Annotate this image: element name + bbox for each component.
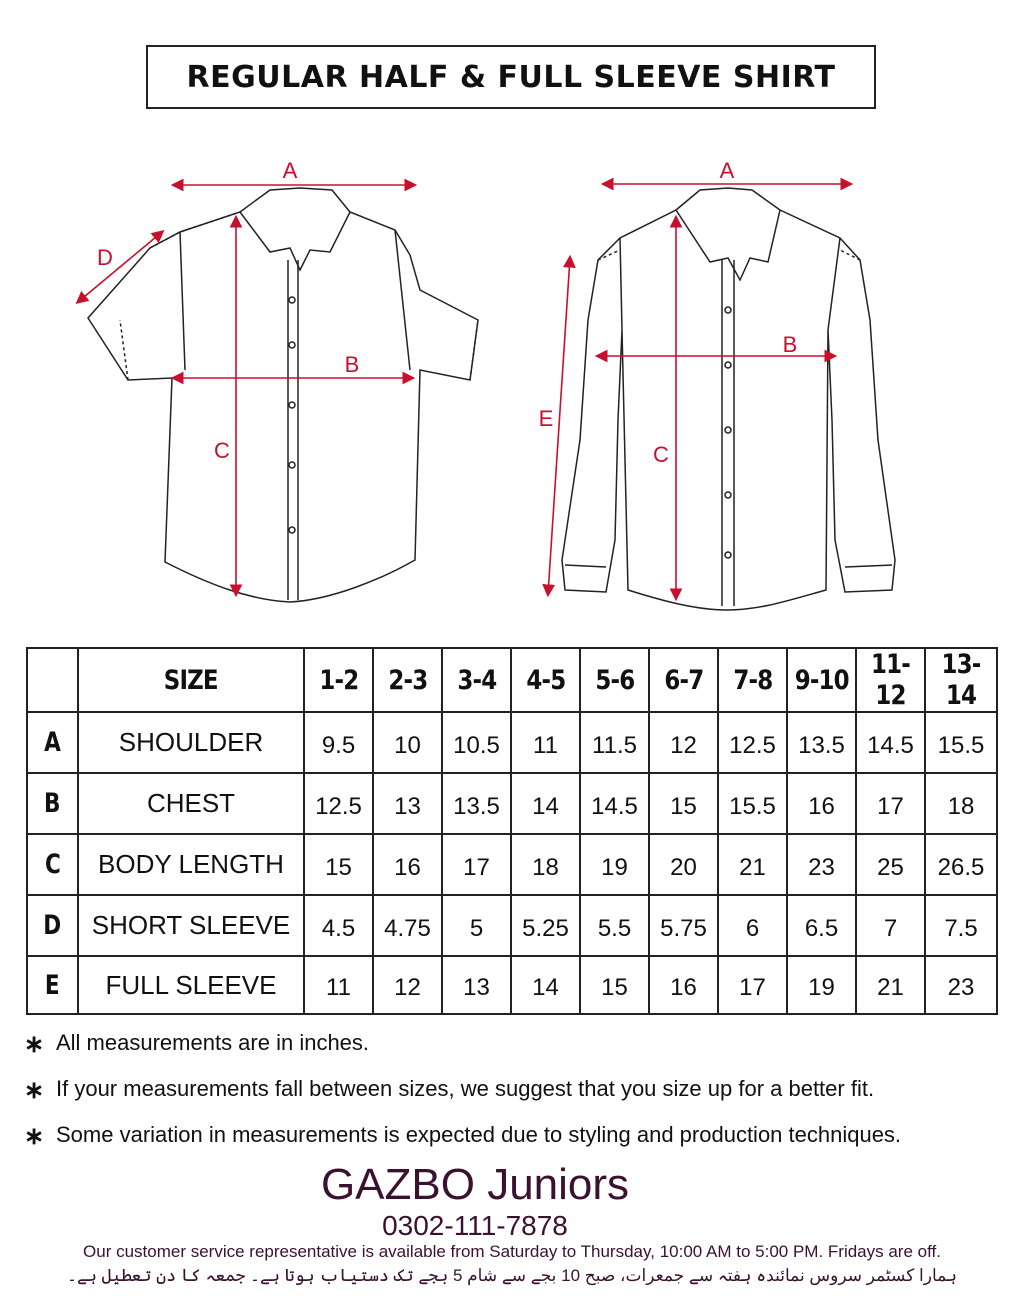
table-cell: 14 [511, 773, 580, 834]
size-column-header [580, 648, 649, 712]
table-cell: 5.5 [580, 895, 649, 956]
size-label: 2-3 [388, 664, 427, 696]
table-cell: 15 [304, 834, 373, 895]
table-cell: 11 [304, 956, 373, 1014]
table-cell: 4.5 [304, 895, 373, 956]
size-column-header [649, 648, 718, 712]
table-cell: 11.5 [580, 712, 649, 773]
table-cell: 10 [373, 712, 442, 773]
asterisk-icon: ∗ [24, 1031, 45, 1058]
row-key-cell [27, 712, 78, 773]
table-cell: 14 [511, 956, 580, 1014]
row-key: A [44, 727, 61, 758]
table-cell: 7.5 [925, 895, 997, 956]
size-column-header [511, 648, 580, 712]
size-column-header [304, 648, 373, 712]
asterisk-icon: ∗ [24, 1123, 45, 1150]
size-chart-table [26, 647, 998, 1015]
table-cell: 7 [856, 895, 925, 956]
half-label-b: B [344, 352, 360, 377]
table-cell: 13 [373, 773, 442, 834]
note-text: If your measurements fall between sizes, we suggest that you size up for a better fit. [56, 1076, 875, 1101]
row-key-cell [27, 956, 78, 1014]
size-label: 6-7 [664, 664, 703, 696]
table-cell: 13.5 [787, 712, 856, 773]
table-cell: 12.5 [718, 712, 787, 773]
row-key: E [45, 969, 60, 1001]
asterisk-icon: ∗ [24, 1077, 45, 1104]
row-label: BODY LENGTH [78, 834, 304, 895]
table-cell: 25 [856, 834, 925, 895]
table-cell: 13 [442, 956, 511, 1014]
corner-cell [27, 648, 78, 712]
size-column-header [442, 648, 511, 712]
table-cell: 14.5 [856, 712, 925, 773]
table-cell: 16 [373, 834, 442, 895]
note-item [24, 1030, 1014, 1076]
table-cell: 23 [925, 956, 997, 1014]
row-key: D [43, 910, 62, 941]
table-cell: 5.25 [511, 895, 580, 956]
table-cell: 14.5 [580, 773, 649, 834]
table-cell: 21 [718, 834, 787, 895]
row-label: FULL SLEEVE [78, 956, 304, 1014]
table-cell: 19 [787, 956, 856, 1014]
full-sleeve-shirt-drawing [562, 188, 895, 610]
size-label: 13-14 [941, 649, 981, 711]
size-label: 4-5 [526, 664, 565, 696]
note-text: All measurements are in inches. [56, 1030, 370, 1055]
size-label: 3-4 [457, 664, 496, 696]
notes-list [24, 1030, 1014, 1168]
size-label: 9-10 [794, 664, 849, 696]
brand-phone: 0302-111-7878 [382, 1210, 568, 1241]
table-cell: 6.5 [787, 895, 856, 956]
half-label-a: A [282, 158, 298, 183]
full-label-c: C [653, 442, 669, 467]
table-cell: 6 [718, 895, 787, 956]
table-cell: 26.5 [925, 834, 997, 895]
table-row-chest [27, 773, 997, 834]
half-label-d: D [97, 245, 113, 270]
table-cell: 11 [511, 712, 580, 773]
table-cell: 21 [856, 956, 925, 1014]
full-label-e: E [538, 406, 554, 431]
size-column-header [718, 648, 787, 712]
note-item [24, 1076, 1014, 1122]
row-label: SHOULDER [78, 712, 304, 773]
table-cell: 17 [856, 773, 925, 834]
size-column-header [787, 648, 856, 712]
table-cell: 12 [373, 956, 442, 1014]
table-cell: 15 [580, 956, 649, 1014]
brand-name: GAZBO Juniors [320, 1160, 630, 1209]
row-key-cell [27, 834, 78, 895]
table-cell: 15.5 [718, 773, 787, 834]
shirt-diagrams [0, 120, 1024, 620]
size-label: 5-6 [595, 664, 634, 696]
row-key: C [44, 849, 61, 880]
size-header: SIZE [163, 664, 218, 696]
row-key-cell [27, 895, 78, 956]
table-cell: 19 [580, 834, 649, 895]
size-column-header [925, 648, 997, 712]
row-label: CHEST [78, 773, 304, 834]
table-cell: 5.75 [649, 895, 718, 956]
table-header-row [27, 648, 997, 712]
table-row-shoulder [27, 712, 997, 773]
table-cell: 20 [649, 834, 718, 895]
half-sleeve-measure-arrows [78, 185, 414, 594]
size-header-cell [78, 648, 304, 712]
table-row-full-sleeve [27, 956, 997, 1014]
size-column-header [856, 648, 925, 712]
table-cell: 10.5 [442, 712, 511, 773]
table-cell: 13.5 [442, 773, 511, 834]
customer-service-hours-urdu: ہمارا کسٹمر سروس نمائندہ ہفتہ سے جمعرات، صبح 10 بجے سے شام 5 بجے تک دستیاب ہوتا ہے۔ جمعہ کا دن تعطیل ہے۔ [67, 1266, 957, 1285]
size-label: 11-12 [871, 649, 910, 711]
row-key: B [44, 788, 61, 819]
half-sleeve-shirt-drawing [88, 188, 478, 602]
table-cell: 12 [649, 712, 718, 773]
size-label: 7-8 [733, 664, 772, 696]
table-cell: 4.75 [373, 895, 442, 956]
customer-service-hours: Our customer service representative is available from Saturday to Thursday, 10:00 AM to 5:00 PM. Fridays are off. [83, 1242, 941, 1261]
table-cell: 23 [787, 834, 856, 895]
table-cell: 9.5 [304, 712, 373, 773]
table-cell: 16 [787, 773, 856, 834]
title-box [146, 45, 876, 109]
table-cell: 15 [649, 773, 718, 834]
table-cell: 17 [442, 834, 511, 895]
full-label-a: A [719, 158, 735, 183]
table-row-short-sleeve [27, 895, 997, 956]
table-cell: 5 [442, 895, 511, 956]
table-cell: 18 [511, 834, 580, 895]
table-row-body-length [27, 834, 997, 895]
size-column-header [373, 648, 442, 712]
half-label-c: C [214, 438, 230, 463]
table-cell: 16 [649, 956, 718, 1014]
full-label-b: B [782, 332, 798, 357]
note-text: Some variation in measurements is expected due to styling and production techniques. [56, 1122, 902, 1147]
size-label: 1-2 [319, 664, 358, 696]
table-cell: 18 [925, 773, 997, 834]
table-cell: 15.5 [925, 712, 997, 773]
row-label: SHORT SLEEVE [78, 895, 304, 956]
page-title: REGULAR HALF & FULL SLEEVE SHIRT [186, 59, 836, 95]
table-cell: 17 [718, 956, 787, 1014]
row-key-cell [27, 773, 78, 834]
table-cell: 12.5 [304, 773, 373, 834]
